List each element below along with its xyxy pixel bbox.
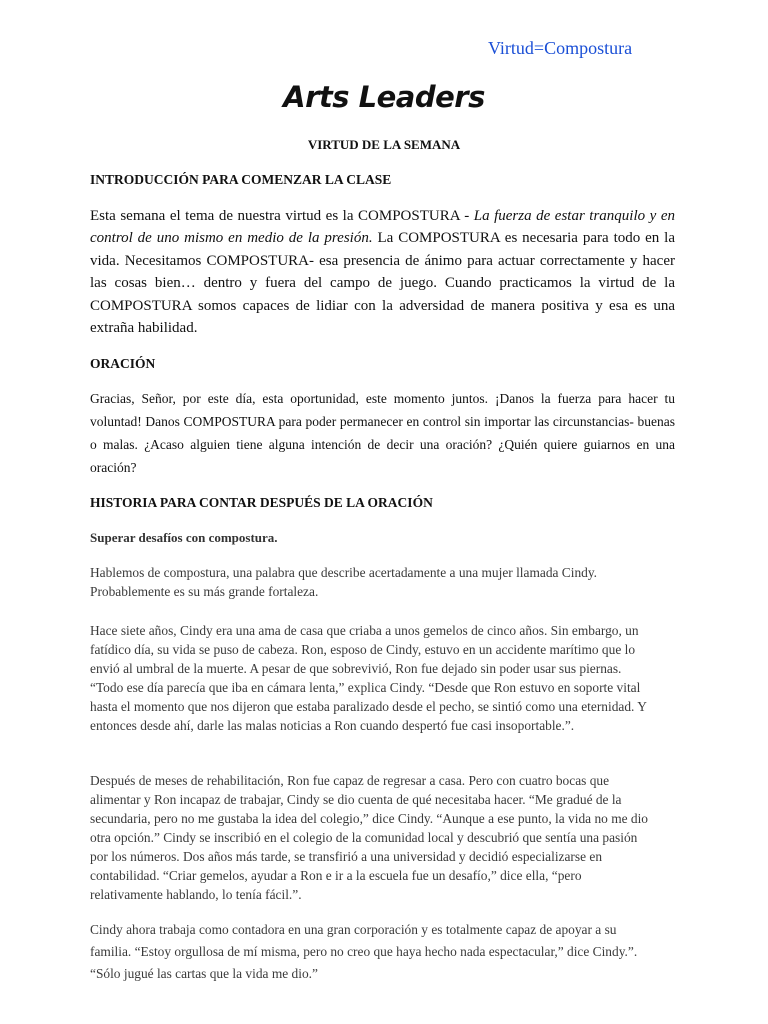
intro-text-1: Esta semana el tema de nuestra virtud es la COMPOSTURA - [90, 208, 474, 224]
intro-paragraph [90, 205, 675, 339]
story-paragraph: Después de meses de rehabilitación, Ron fue capaz de regresar a casa. Pero con cuatro bocas que alimentar y Ron incapaz de trabajar, Cindy se dio cuenta de qué necesitaba hacer. “Me gradué de la secundaria, pero no me gustaba la idea del colegio,” dice Cindy. “Aunque a ese punto, la vida no me dio otra opción.” Cindy se inscribió en el colegio de la comunidad local y descubrió que sentía una pasión por los números. Dos años más tarde, se transfirió a una universidad y decidió especializarse en contabilidad. “Criar gemelos, ayudar a Ron e ir a la escuela fue un desafío,” dice ella, “pero relativamente hablando, lo tenía fácil.”. [90, 773, 649, 902]
intro-text-italic: La fuerza de estar tranquilo y en control de uno mismo en medio de la presión. [90, 208, 675, 247]
page-title: Arts Leaders [283, 80, 485, 114]
story-paragraph: Cindy ahora trabaja como contadora en una gran corporación y es totalmente capaz de apoyar a su familia. “Estoy orgullosa de mí misma, pero no creo que haya hecho nada espectacular,” dice Cindy.”. “Sólo jugué las cartas que la vida me dio.” [90, 922, 638, 981]
story-paragraph: Hace siete años, Cindy era una ama de casa que criaba a unos gemelos de cinco años. Sin embargo, un fatídico día, su vida se puso de cabeza. Ron, esposo de Cindy, estuvo en un accidente marítimo que lo envió al umbral de la muerte. A pesar de que sobrevivió, Ron fue dejado sin poder usar sus piernas. “Todo ese día parecía que iba en cámara lenta,” explica Cindy. “Desde que Ron estuvo en soporte vital hasta el momento que nos dijeron que estaba paralizado desde el pecho, se sintió como una eternidad. Y entonces desde ahí, darle las malas noticias a Ron cuando despertó fue casi insoportable.”. [90, 623, 647, 733]
story-subheading: Superar desafíos con compostura. [90, 530, 278, 545]
intro-text-2: La COMPOSTURA es necesaria para todo en la vida. Necesitamos COMPOSTURA- esa presencia de ánimo para actuar correctamente y hacer las cosas bien… dentro y fuera del campo de juego. Cuando practicamos la virtud de la COMPOSTURA somos capaces de lidiar con la adversidad de manera positiva y esa es una extraña habilidad. [90, 230, 676, 337]
virtud-tag: Virtud=Compostura [488, 38, 633, 58]
story-heading: HISTORIA PARA CONTAR DESPUÉS DE LA ORACIÓN [90, 495, 433, 510]
prayer-heading: ORACIÓN [90, 356, 156, 371]
intro-heading: INTRODUCCIÓN PARA COMENZAR LA CLASE [90, 172, 392, 187]
prayer-paragraph: Gracias, Señor, por este día, esta oportunidad, este momento juntos. ¡Danos la fuerza para hacer tu voluntad! Danos COMPOSTURA para poder permanecer en control sin importar las circunstancias- buenas o malas. ¿Acaso alguien tiene alguna intención de decir una oración? ¿Quién quiere guiarnos en una oración? [90, 391, 675, 475]
page-subtitle: VIRTUD DE LA SEMANA [307, 137, 461, 152]
story-paragraph: Hablemos de compostura, una palabra que describe acertadamente a una mujer llamada Cindy. Probablemente es su más grande fortaleza. [90, 565, 598, 599]
